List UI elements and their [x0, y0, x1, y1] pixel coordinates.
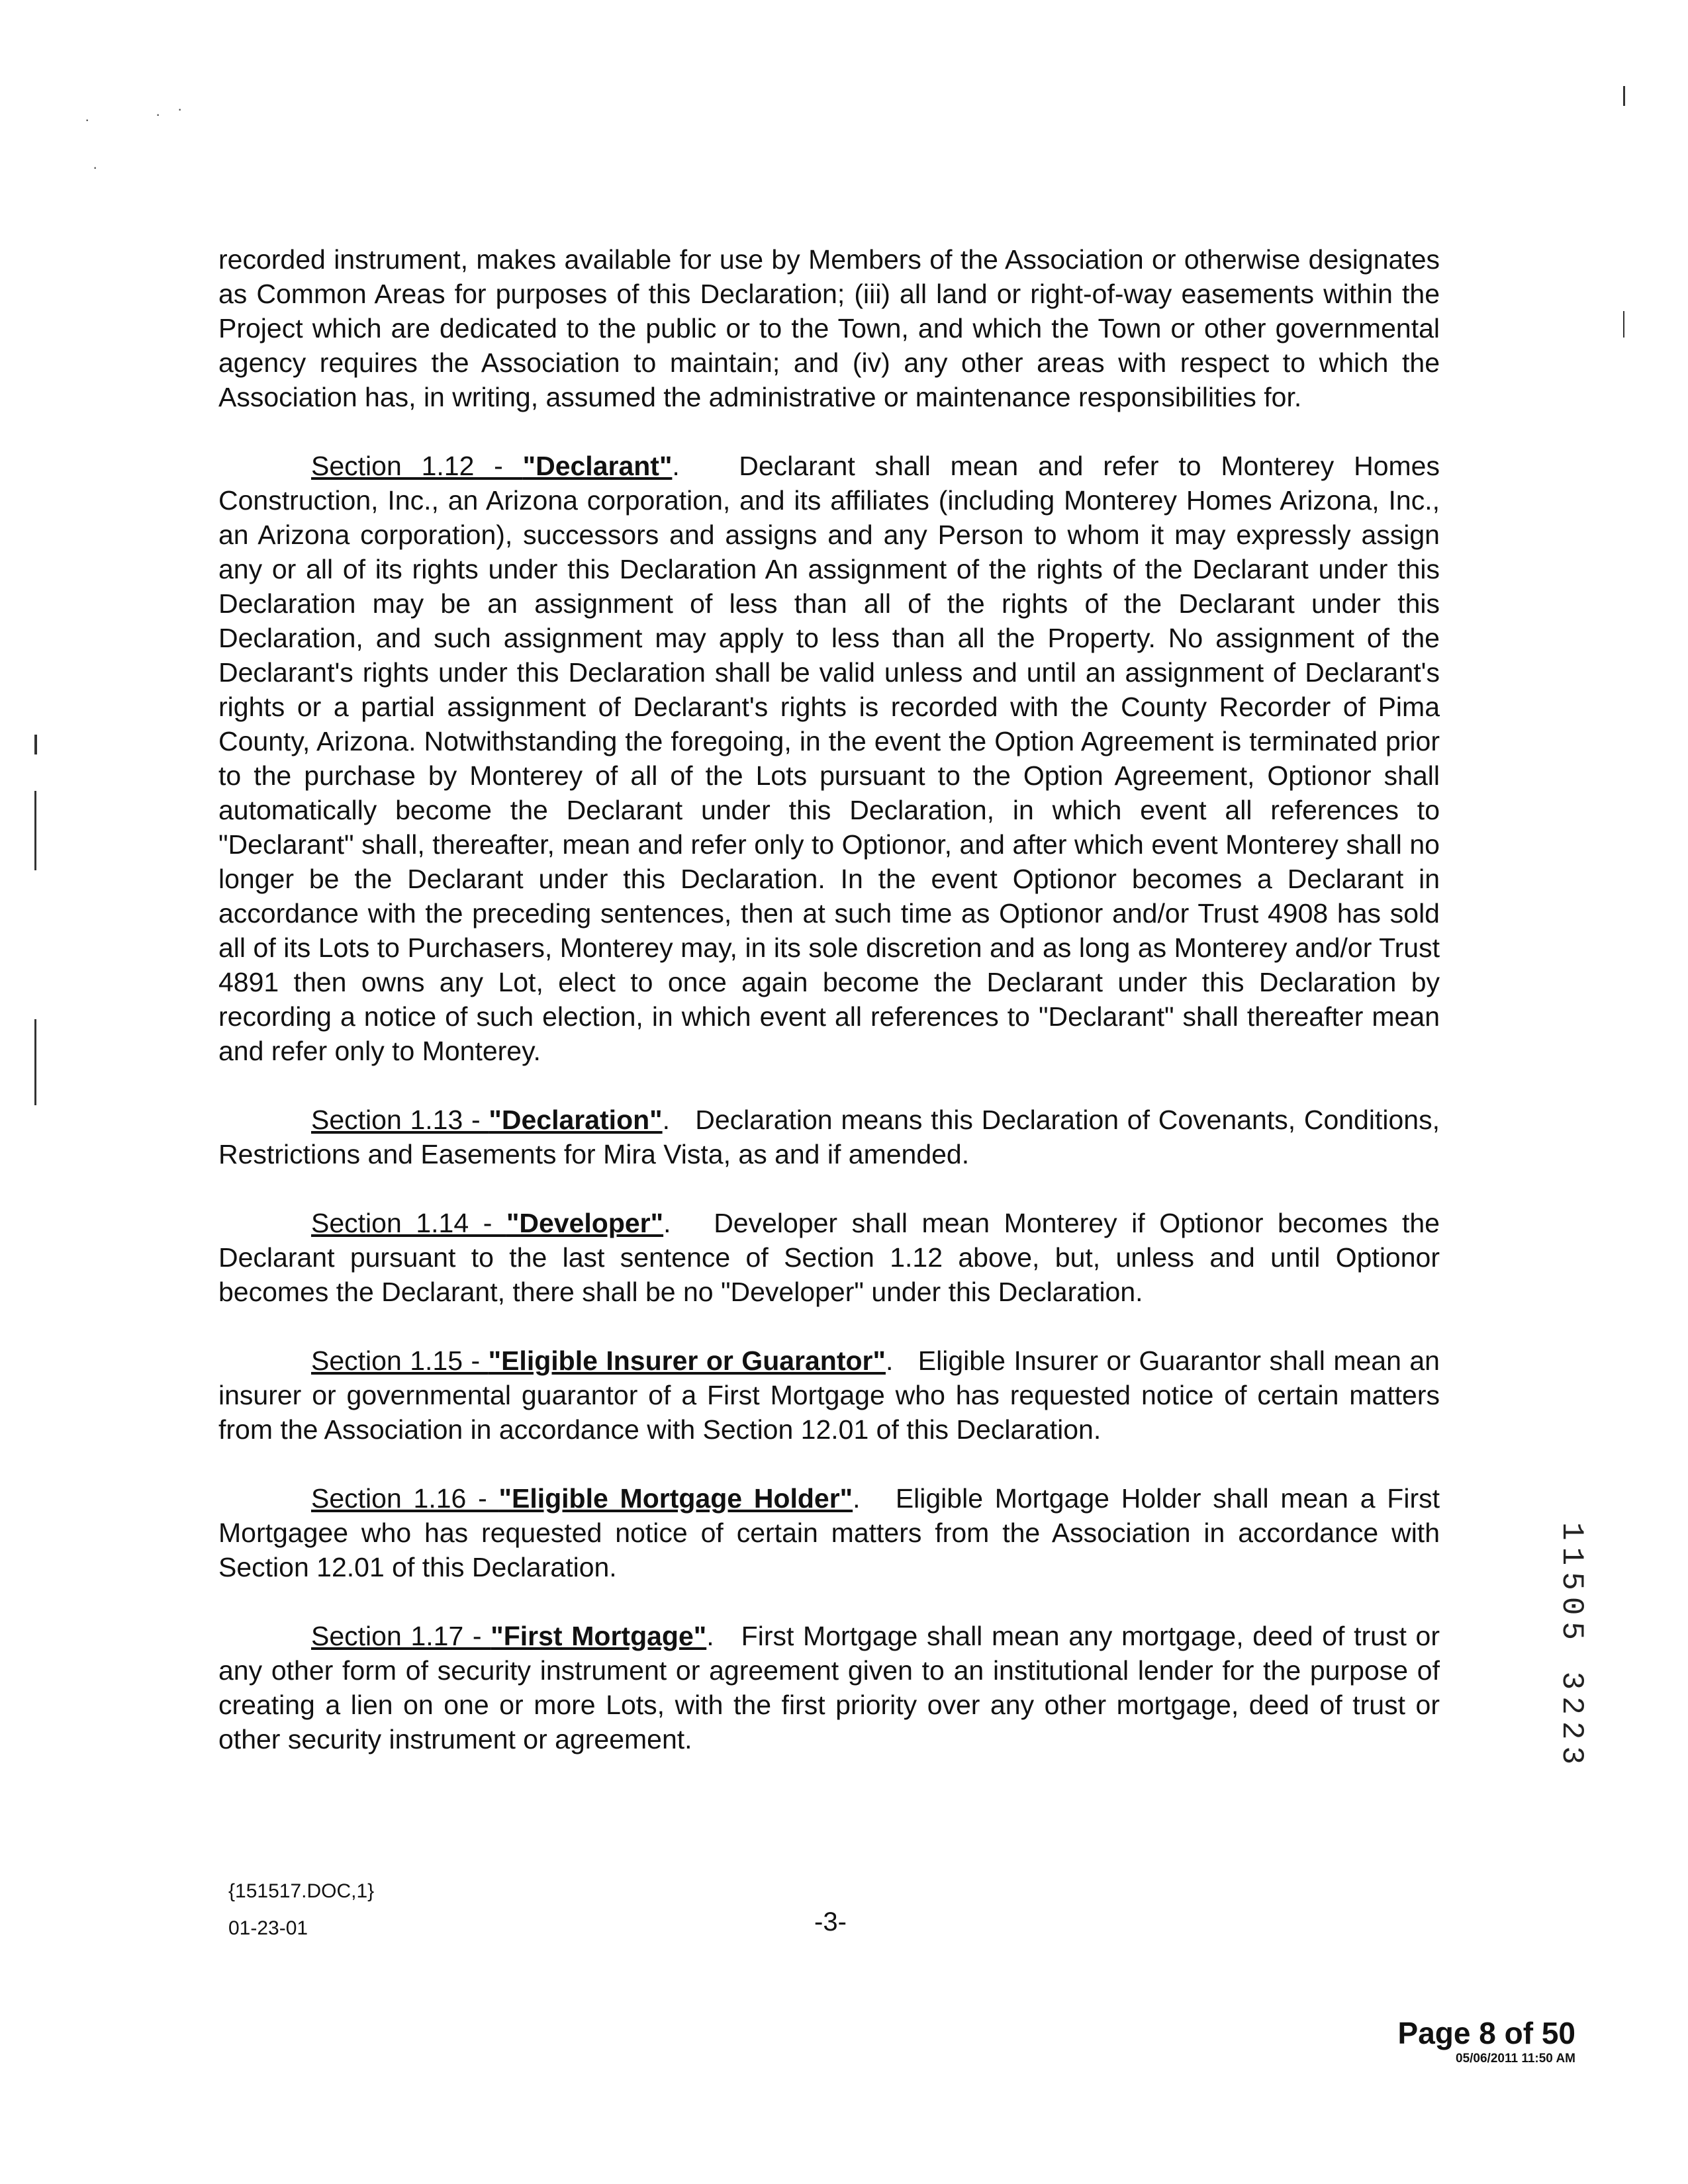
scan-speck: ·: [156, 106, 161, 122]
margin-mark: [34, 791, 36, 870]
page-number: -3-: [814, 1907, 847, 1936]
section-label: Section 1.16 -: [311, 1483, 499, 1514]
doc-id: {151517.DOC,1}: [228, 1880, 375, 1902]
section-1-13: Section 1.13 - "Declaration". Declaration means this Declaration of Covenants, Conditions, Restrictions and Easements for Mira Vista, as and if amended.: [218, 1105, 1440, 1169]
section-1-12: Section 1.12 - "Declarant". Declarant shall mean and refer to Monterey Homes Construction, Inc., an Arizona corporation, and its affiliates (including Monterey Homes Arizona, Inc., an Arizona corporation), successors and assigns and any Person to whom it may expressly assign any or all of its rights under this Declaration An assignment of the rights of the Declarant under this Declaration may be an assignment of less than all of the rights of the Declarant under this Declaration, and such assignment may apply to less than all the Property. No assignment of the Declarant's rights under this Declaration shall be valid unless and until an assignment of Declarant's rights or a partial assignment of Declarant's rights is recorded with the County Recorder of Pima County, Arizona. Notwithstanding the foregoing, in the event the Option Agreement is terminated prior to the purchase by Monterey of all of the Lots pursuant to the Option Agreement, Optionor shall automatically become the Declarant under this Declaration, in which event all references to "Declarant" shall, thereafter, mean and refer only to Optionor, and after which event Monterey shall no longer be the Declarant under this Declaration. In the event Optionor becomes a Declarant in accordance with the preceding sentences, then at such time as Optionor and/or Trust 4908 has sold all of its Lots to Purchasers, Monterey may, in its sole discretion and as long as Monterey and/or Trust 4891 then owns any Lot, elect to once again become the Declarant under this Declaration by recording a notice of such election, in which event all references to "Declarant" shall thereafter mean and refer only to Monterey.: [218, 451, 1440, 1066]
section-label: Section 1.15 -: [311, 1345, 489, 1376]
section-label: Section 1.14 -: [311, 1208, 506, 1238]
section-term: "First Mortgage": [491, 1621, 707, 1651]
section-term: "Developer": [506, 1208, 664, 1238]
section-body: First Mortgage shall mean any mortgage, deed of trust or any other form of security instrument or agreement given to an institutional lender for the purpose of creating a lien on one or more Lots, with the first priority over any other mortgage, deed of trust or other security instrument or agreement.: [218, 1621, 1440, 1754]
section-1-15: Section 1.15 - "Eligible Insurer or Guarantor". Eligible Insurer or Guarantor shall mean an insurer or governmental guarantor of a First Mortgage who has requested notice of certain matters from the Association in accordance with Section 12.01 of this Declaration.: [218, 1345, 1440, 1445]
section-body: Eligible Insurer or Guarantor shall mean an insurer or governmental guarantor of a First Mortgage who has requested notice of certain matters from the Association in accordance with Section 12.01 of this Declaration.: [218, 1345, 1440, 1445]
document-footer: [228, 1873, 374, 1947]
section-term: "Eligible Mortgage Holder": [498, 1483, 853, 1514]
section-1-16: Section 1.16 - "Eligible Mortgage Holder". Eligible Mortgage Holder shall mean a First Mortgagee who has requested notice of certain matters from the Association in accordance with Section 12.01 of this Declaration.: [218, 1483, 1440, 1582]
margin-mark: [34, 1019, 36, 1105]
scan-speck: ·: [93, 159, 98, 175]
recording-number: 11505 3223: [1554, 1522, 1589, 1772]
section-body: Developer shall mean Monterey if Optionor becomes the Declarant pursuant to the last sentence of Section 1.12 above, but, unless and until Optionor becomes the Declarant, there shall be no "Developer" under this Declaration.: [218, 1208, 1440, 1307]
page-stamp: [1398, 2015, 1575, 2067]
section-term: "Declaration": [489, 1105, 663, 1135]
margin-mark: [1623, 86, 1625, 106]
doc-date: 01-23-01: [228, 1917, 308, 1939]
section-label: Section 1.13 -: [311, 1105, 489, 1135]
margin-mark: [34, 735, 37, 754]
section-label: Section 1.12 -: [311, 451, 523, 481]
section-1-17: Section 1.17 - "First Mortgage". First Mortgage shall mean any mortgage, deed of trust or any other form of security instrument or agreement given to an institutional lender for the purpose of creating a lien on one or more Lots, with the first priority over any other mortgage, deed of trust or other security instrument or agreement.: [218, 1621, 1440, 1754]
page-count-label: Page 8 of 50: [1397, 2016, 1575, 2050]
stamp-timestamp: 05/06/2011 11:50 AM: [1456, 2052, 1575, 2066]
section-label: Section 1.17 -: [311, 1621, 491, 1651]
margin-mark: [1623, 311, 1624, 338]
intro-paragraph: recorded instrument, makes available for use by Members of the Association or otherwise designates as Common Areas for purposes of this Declaration; (iii) all land or right-of-way easements within the Project which are dedicated to the public or to the Town, and which the Town or other governmental agency requires the Association to maintain; and (iv) any other areas with respect to which the Association has, in writing, assumed the administrative or maintenance responsibilities for.: [218, 244, 1440, 412]
section-1-14: Section 1.14 - "Developer". Developer shall mean Monterey if Optionor becomes the Declarant pursuant to the last sentence of Section 1.12 above, but, unless and until Optionor becomes the Declarant, there shall be no "Developer" under this Declaration.: [218, 1208, 1440, 1307]
section-term: "Declarant": [522, 451, 673, 481]
section-term: "Eligible Insurer or Guarantor": [488, 1345, 886, 1376]
scan-speck: ·: [85, 111, 90, 128]
section-body: Eligible Mortgage Holder shall mean a First Mortgagee who has requested notice of certain matters from the Association in accordance with Section 12.01 of this Declaration.: [218, 1483, 1440, 1582]
document-body: [218, 242, 1440, 1756]
scan-speck: ·: [177, 101, 183, 117]
section-body: Declaration means this Declaration of Covenants, Conditions, Restrictions and Easements for Mira Vista, as and if amended.: [218, 1105, 1440, 1169]
section-body: Declarant shall mean and refer to Monterey Homes Construction, Inc., an Arizona corporation, and its affiliates (including Monterey Homes Arizona, Inc., an Arizona corporation), successors and assigns and any Person to whom it may expressly assign any or all of its rights under this Declaration An assignment of the rights of the Declarant under this Declaration may be an assignment of less than all of the rights of the Declarant under this Declaration, and such assignment may apply to less than all the Property. No assignment of the Declarant's rights under this Declaration shall be valid unless and until an assignment of Declarant's rights or a partial assignment of Declarant's rights is recorded with the County Recorder of Pima County, Arizona. Notwithstanding the foregoing, in the event the Option Agreement is terminated prior to the purchase by Monterey of all of the Lots pursuant to the Option Agreement, Optionor shall automatically become the Declarant under this Declaration, in which event all references to "Declarant" shall, thereafter, mean and refer only to Optionor, and after which event Monterey shall no longer be the Declarant under this Declaration. In the event Optionor becomes a Declarant in accordance with the preceding sentences, then at such time as Optionor and/or Trust 4908 has sold all of its Lots to Purchasers, Monterey may, in its sole discretion and as long as Monterey and/or Trust 4891 then owns any Lot, elect to once again become the Declarant under this Declaration by recording a notice of such election, in which event all references to "Declarant" shall thereafter mean and refer only to Monterey.: [218, 451, 1440, 1066]
